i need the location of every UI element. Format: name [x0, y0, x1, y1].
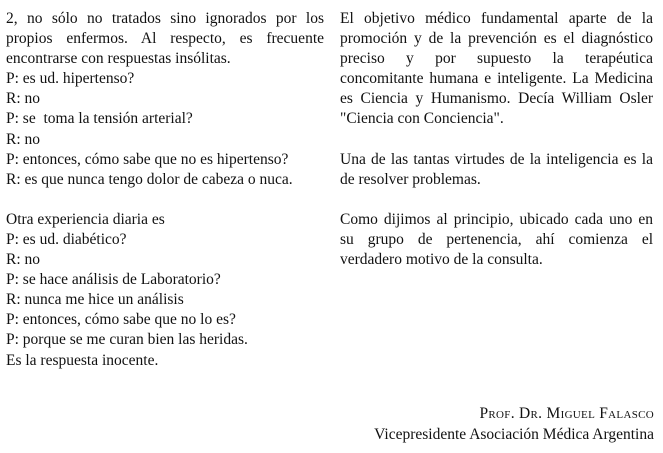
dialog-hypertension [6, 69, 324, 190]
paragraph-gap [6, 190, 324, 210]
dialog-line: P: entonces, cómo sabe que no es hipertenso? [6, 150, 289, 168]
dialog-diabetes [6, 210, 324, 371]
intro-paragraph: 2, no sólo no tratados sino ignorados por los propios enfermos. Al respecto, es frecuente encontrarse con respuestas insólitas. [6, 10, 324, 68]
dialog-line: Otra experiencia diaria es [6, 210, 165, 228]
dialog-line: Es la respuesta inocente. [6, 351, 159, 369]
author-name: Prof. Dr. Miguel Falasco [479, 405, 654, 422]
dialog-line: P: es ud. hipertenso? [6, 70, 135, 88]
dialog-line: P: se hace análisis de Laboratorio? [6, 271, 221, 289]
dialog-line: P: se toma la tensión arterial? [6, 110, 193, 128]
paragraph-objective: El objetivo médico fundamental aparte de la promoción y de la prevención es el diagnóstico preciso y por supuesto la terapéutica concomitante humana e inteligente. La Medicina es Ciencia y Humanismo. Decía William Osler "Ciencia con Conciencia". [340, 10, 653, 128]
dialog-line: R: no [6, 130, 41, 148]
paragraph-consultation: Como dijimos al principio, ubicado cada uno en su grupo de pertenencia, ahí comienza el verdadero motivo de la consulta. [340, 210, 653, 268]
left-column [6, 9, 324, 371]
dialog-line: P: es ud. diabético? [6, 230, 127, 248]
right-column [340, 9, 653, 270]
dialog-line: R: es que nunca tengo dolor de cabeza o nuca. [6, 170, 293, 188]
paragraph-virtues: Una de las tantas virtudes de la inteligencia es la de resolver problemas. [340, 150, 653, 188]
dialog-line: P: entonces, cómo sabe que no lo es? [6, 311, 236, 329]
dialog-line: R: no [6, 90, 41, 108]
author-title: Vicepresidente Asociación Médica Argentina [374, 425, 654, 443]
paragraph-gap [340, 190, 653, 210]
dialog-line: R: no [6, 251, 41, 269]
paragraph-gap [340, 130, 653, 150]
dialog-line: P: porque se me curan bien las heridas. [6, 331, 248, 349]
signature-block [374, 404, 654, 445]
dialog-line: R: nunca me hice un análisis [6, 291, 184, 309]
